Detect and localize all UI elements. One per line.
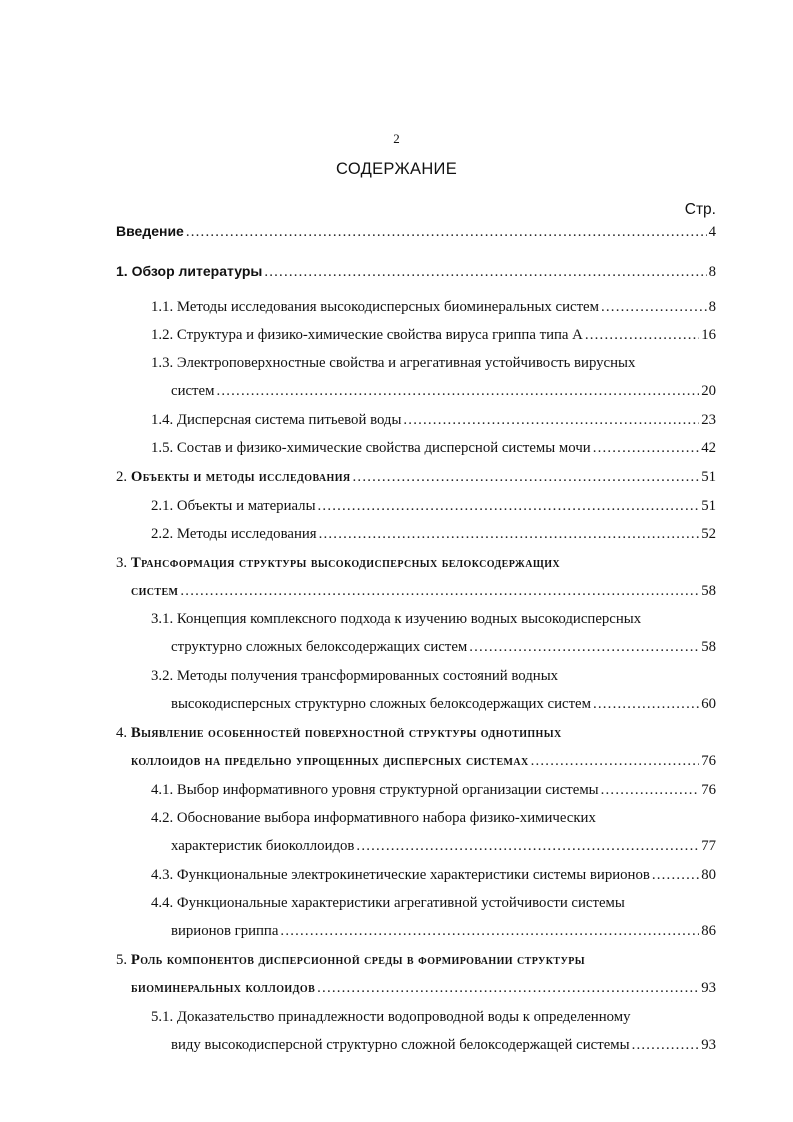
toc-entry-chapter-2[interactable]	[116, 467, 716, 487]
toc-entry-number: 3.1.	[151, 611, 174, 627]
toc-entry-number: 1.	[116, 263, 128, 279]
toc-entry-label: характеристик биоколлоидов	[171, 838, 355, 854]
dot-leader	[319, 524, 700, 544]
toc-entry-label: Роль компонентов дисперсионной среды в формировании структуры	[130, 952, 585, 968]
toc-entry-label: Методы получения трансформированных состояний водных	[176, 668, 559, 684]
toc-entry-page: 23	[701, 412, 716, 428]
toc-entry-chapter-3-line1[interactable]	[116, 553, 560, 573]
toc-entry-number: 1.3.	[151, 355, 174, 371]
toc-entry-chapter-5-line1[interactable]	[116, 950, 585, 970]
toc-entry-section-4-1[interactable]	[151, 780, 716, 800]
toc-entry-section-1-4[interactable]	[151, 410, 716, 430]
toc-entry-page: 16	[701, 327, 716, 343]
toc-entry-page: 4	[708, 224, 716, 240]
dot-leader	[403, 410, 699, 430]
toc-entry-label: систем	[171, 383, 215, 399]
toc-entry-page: 51	[701, 498, 716, 514]
toc-entry-page: 58	[701, 583, 716, 599]
toc-entry-number: 4.2.	[151, 810, 174, 826]
dot-leader	[469, 637, 699, 657]
toc-entry-label: Дисперсная система питьевой воды	[176, 412, 402, 428]
dot-leader	[356, 836, 699, 856]
toc-entry-label: Объекты и методы исследования	[130, 469, 351, 485]
dot-leader	[531, 751, 700, 771]
toc-entry-label: вирионов гриппа	[171, 923, 279, 939]
dot-leader	[601, 780, 700, 800]
toc-entry-section-3-1-line1[interactable]	[151, 609, 641, 629]
toc-entry-chapter-4-line2[interactable]	[131, 751, 716, 771]
toc-entry-page: 8	[708, 299, 716, 315]
toc-entry-number: 3.	[116, 555, 128, 571]
toc-entry-label: Трансформация структуры высокодисперсных белоксодержащих	[130, 555, 561, 571]
toc-entry-section-3-2-line1[interactable]	[151, 666, 558, 686]
toc-entry-page: 8	[708, 264, 716, 280]
toc-entry-number: 1.2.	[151, 327, 174, 343]
toc-entry-intro[interactable]	[116, 221, 716, 242]
toc-entry-section-2-1[interactable]	[151, 496, 716, 516]
toc-entry-section-4-2-line2[interactable]	[171, 836, 716, 856]
dot-leader	[186, 222, 707, 242]
toc-entry-label: Функциональные характеристики агрегативной устойчивости системы	[176, 895, 625, 911]
toc-entry-label: Доказательство принадлежности водопроводной воды к определенному	[176, 1009, 631, 1025]
toc-entry-section-3-2-line2[interactable]	[171, 694, 716, 714]
toc-entry-label: Методы исследования высокодисперсных биоминеральных систем	[176, 299, 599, 315]
dot-leader	[180, 581, 699, 601]
toc-entry-label: Выявление особенностей поверхностной структуры однотипных	[130, 725, 562, 741]
toc-entry-label: структурно сложных белоксодержащих систем	[171, 639, 468, 655]
toc-entry-number: 3.2.	[151, 668, 174, 684]
dot-leader	[353, 467, 700, 487]
toc-entry-section-4-4-line2[interactable]	[171, 921, 716, 941]
toc-entry-section-1-3-line1[interactable]	[151, 353, 635, 373]
toc-entry-page: 76	[701, 753, 716, 769]
toc-entry-label: виду высокодисперсной структурно сложной белоксодержащей системы	[171, 1037, 630, 1053]
dot-leader	[216, 381, 699, 401]
dot-leader	[593, 694, 699, 714]
toc-entry-section-3-1-line2[interactable]	[171, 637, 716, 657]
toc-entry-label: Концепция комплексного подхода к изучению водных высокодисперсных	[176, 611, 642, 627]
toc-entry-label: Структура и физико-химические свойства вируса гриппа типа А	[176, 327, 583, 343]
dot-leader	[264, 262, 706, 282]
toc-entry-number: 1.4.	[151, 412, 174, 428]
toc-entry-section-2-2[interactable]	[151, 524, 716, 544]
toc-entry-label: Функциональные электрокинетические характеристики системы вирионов	[176, 867, 650, 883]
toc-entry-label: Методы исследования	[176, 526, 317, 542]
toc-entry-number: 4.1.	[151, 782, 174, 798]
toc-entry-label: Введение	[116, 223, 184, 239]
toc-entry-page: 42	[701, 440, 716, 456]
toc-entry-page: 86	[701, 923, 716, 939]
toc-entry-label: систем	[131, 583, 179, 599]
dot-leader	[317, 978, 699, 998]
toc-entry-page: 93	[701, 980, 716, 996]
toc-entry-number: 1.5.	[151, 440, 174, 456]
dot-leader	[280, 921, 699, 941]
toc-entry-number: 4.3.	[151, 867, 174, 883]
toc-entry-page: 52	[701, 526, 716, 542]
dot-leader	[632, 1035, 700, 1055]
toc-entry-label: Электроповерхностные свойства и агрегативная устойчивость вирусных	[176, 355, 636, 371]
toc-entry-number: 2.2.	[151, 526, 174, 542]
toc-entry-label: Обзор литературы	[131, 263, 263, 279]
toc-entry-page: 76	[701, 782, 716, 798]
toc-entry-page: 51	[701, 469, 716, 485]
dot-leader	[601, 297, 707, 317]
toc-entry-page: 20	[701, 383, 716, 399]
dot-leader	[318, 496, 700, 516]
page-column-label: Стр.	[684, 201, 716, 218]
dot-leader	[593, 438, 700, 458]
dot-leader	[585, 325, 699, 345]
toc-entry-page: 77	[701, 838, 716, 854]
toc-entry-label: Объекты и материалы	[176, 498, 316, 514]
toc-entry-number: 1.1.	[151, 299, 174, 315]
page-title: СОДЕРЖАНИЕ	[335, 160, 458, 178]
toc-entry-section-1-2[interactable]	[151, 325, 716, 345]
toc-entry-page: 58	[701, 639, 716, 655]
dot-leader	[652, 865, 699, 885]
toc-entry-label: Обоснование выбора информативного набора физико-химических	[176, 810, 596, 826]
toc-entry-section-1-5[interactable]	[151, 438, 716, 458]
page-number: 2	[393, 131, 400, 146]
toc-entry-chapter-5-line2[interactable]	[131, 978, 716, 998]
toc-entry-label: коллоидов на предельно упрощенных дисперсных системах	[131, 753, 529, 769]
toc-entry-section-1-3-line2[interactable]	[171, 381, 716, 401]
toc-entry-label: Выбор информативного уровня структурной организации системы	[176, 782, 599, 798]
toc-entry-section-4-4-line1[interactable]	[151, 893, 625, 913]
toc-entry-number: 2.1.	[151, 498, 174, 514]
toc-entry-section-5-1-line2[interactable]	[171, 1035, 716, 1055]
toc-entry-label: биоминеральных коллоидов	[131, 980, 316, 996]
toc-entry-section-4-3[interactable]	[151, 865, 716, 885]
toc-entry-page: 93	[701, 1037, 716, 1053]
toc-entry-label: высокодисперсных структурно сложных белоксодержащих систем	[171, 696, 591, 712]
toc-entry-chapter-4-line1[interactable]	[116, 723, 562, 743]
toc-entry-page: 60	[701, 696, 716, 712]
toc-entry-number: 5.1.	[151, 1009, 174, 1025]
toc-entry-number: 5.	[116, 952, 128, 968]
toc-entry-section-1-1[interactable]	[151, 297, 716, 317]
toc-entry-chapter-3-line2[interactable]	[131, 581, 716, 601]
toc-entry-section-5-1-line1[interactable]	[151, 1007, 631, 1027]
toc-entry-chapter-1[interactable]	[116, 261, 716, 282]
toc-entry-section-4-2-line1[interactable]	[151, 808, 596, 828]
toc-entry-number: 4.	[116, 725, 128, 741]
toc-entry-page: 80	[701, 867, 716, 883]
toc-entry-number: 4.4.	[151, 895, 174, 911]
toc-entry-label: Состав и физико-химические свойства дисперсной системы мочи	[176, 440, 591, 456]
toc-entry-number: 2.	[116, 469, 128, 485]
